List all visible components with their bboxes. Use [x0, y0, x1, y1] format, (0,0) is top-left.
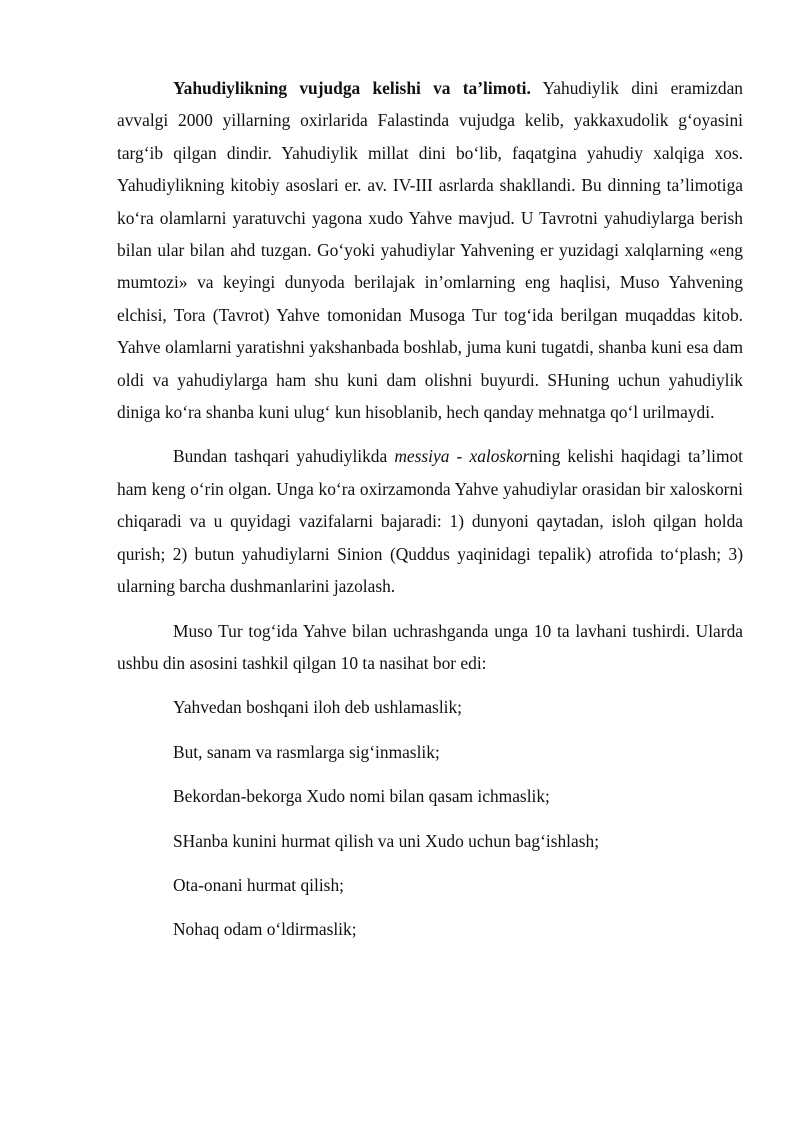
list-item: Yahvedan boshqani iloh deb ushlamaslik; — [173, 697, 463, 718]
commandments-list — [117, 691, 743, 945]
paragraph-messiah-text-start: Bundan tashqari yahudiylikda — [173, 446, 395, 467]
section-heading: Yahudiylikning vujudga kelishi va ta’limoti. — [173, 78, 531, 98]
list-item: Bekordan-bekorga Xudo nomi bilan qasam ichmaslik; — [173, 786, 550, 807]
list-item: Nohaq odam o‘ldirmaslik; — [173, 919, 357, 940]
document-page — [117, 72, 743, 946]
list-item: SHanba kunini hurmat qilish va uni Xudo uchun bag‘ishlash; — [173, 830, 600, 851]
paragraph-origin — [117, 72, 743, 428]
paragraph-origin-text: Yahudiylik dini eramizdan avvalgi 2000 yillarning oxirlarida Falastinda vujudga kelib, yakkaxudolik g‘oyasini targ‘ib qilgan dindir. Yahudiylik millat dini bo‘lib, faqatgina yahudiy xalqiga xos. Yahudiylikning kitobiy asoslari er. av. IV-III asrlarda shakllandi. Bu dinning ta’limotiga ko‘ra olamlarni yaratuvchi yagona xudo Yahve mavjud. U Tavrotni yahudiylarga berish bilan ular bilan ahd tuzgan. Go‘yoki yahudiylar Yahvening er yuzidagi xalqlarning «eng mumtozi» va keyingi dunyoda berilajak in’omlarning eng haqlisi, Muso Yahvening elchisi, Tora (Tavrot) Yahve tomonidan Musoga Tur tog‘ida berilgan muqaddas kitob. Yahve olamlarni yaratishni yakshanbada boshlab, juma kuni tugatdi, shanba kuni esa dam oldi va yahudiylarga ham shu kuni dam olishni buyurdi. SHuning uchun yahudiylik diniga ko‘ra shanba kuni ulug‘ kun hisoblanib, hech qanday mehnatga qo‘l urilmaydi. — [117, 78, 743, 423]
paragraph-messiah-text-end: ning kelishi haqidagi ta’limot ham keng o‘rin olgan. Unga ko‘ra oxirzamonda Yahve yahudiylar orasidan bir xaloskorni chiqaradi va u quyidagi vazifalarni bajaradi: 1) dunyoni qaytadan, isloh qilgan holda qurish; 2) butun yahudiylarni Sinion (Quddus yaqinidagi tepalik) atrofida to‘plash; 3) ularning barcha dushmanlarini jazolash. — [117, 446, 744, 597]
list-item: But, sanam va rasmlarga sig‘inmaslik; — [173, 741, 440, 762]
paragraph-tablets: Muso Tur tog‘ida Yahve bilan uchrashganda unga 10 ta lavhani tushirdi. Ularda ushbu din asosini tashkil qilgan 10 ta nasihat bor edi: — [117, 620, 743, 673]
italic-term-messiah: messiya - xaloskor — [394, 446, 530, 467]
paragraph-messiah — [117, 440, 743, 602]
list-item: Ota-onani hurmat qilish; — [173, 874, 344, 895]
